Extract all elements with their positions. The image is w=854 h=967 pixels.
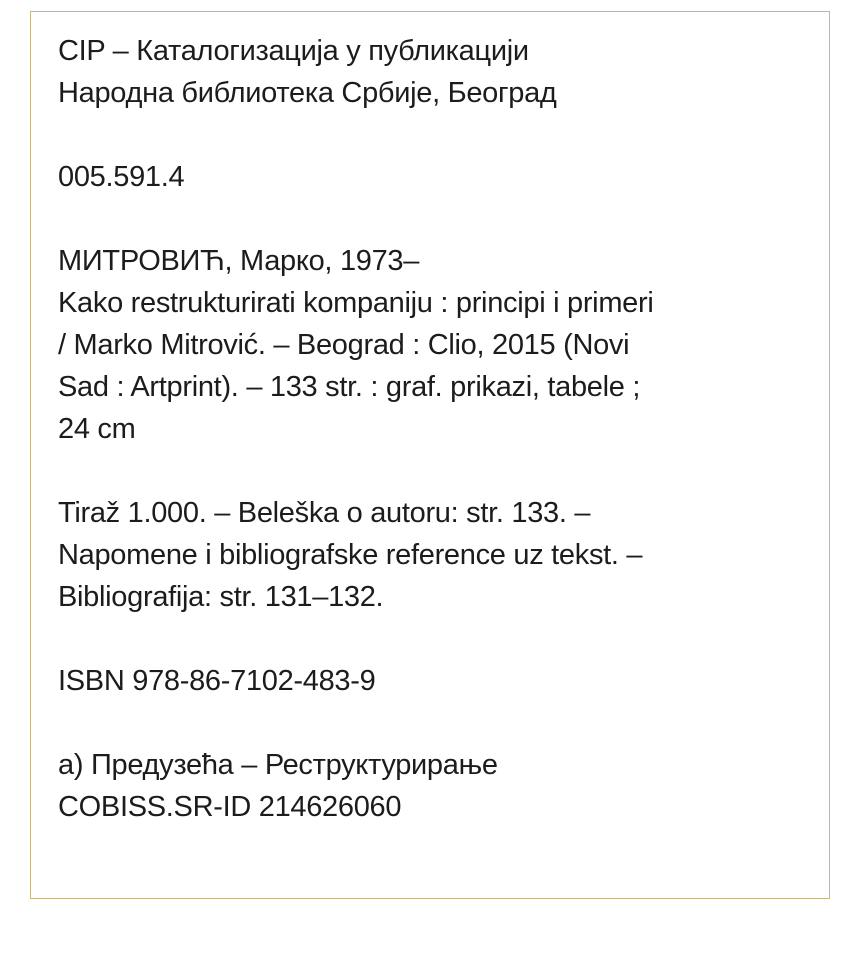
notes-line-1: Tiraž 1.000. – Beleška o autoru: str. 133. – xyxy=(58,497,591,529)
notes-line-2: Napomene i bibliografske reference uz tekst. – xyxy=(58,539,643,571)
author-heading: МИТРОВИЋ, Марко, 1973– xyxy=(58,245,420,277)
subject-heading: а) Предузећа – Реструктурирање xyxy=(58,749,498,781)
cip-record xyxy=(58,30,654,828)
description-line-3: Sad : Artprint). – 133 str. : graf. prikazi, tabele ; xyxy=(58,371,641,403)
description-line-1: Kako restrukturirati kompaniju : principi i primeri xyxy=(58,287,654,319)
cobiss-id: COBISS.SR-ID 214626060 xyxy=(58,791,402,823)
description-line-2: / Marko Mitrović. – Beograd : Clio, 2015 (Novi xyxy=(58,329,630,361)
notes-line-3: Bibliografija: str. 131–132. xyxy=(58,581,384,613)
isbn: ISBN 978-86-7102-483-9 xyxy=(58,665,376,697)
description-line-4: 24 cm xyxy=(58,413,136,445)
udc-classification: 005.591.4 xyxy=(58,161,185,193)
cip-header-line-1: CIP – Каталогизација у публикацији xyxy=(58,35,529,67)
cip-header-line-2: Народна библиотека Србије, Београд xyxy=(58,77,557,109)
